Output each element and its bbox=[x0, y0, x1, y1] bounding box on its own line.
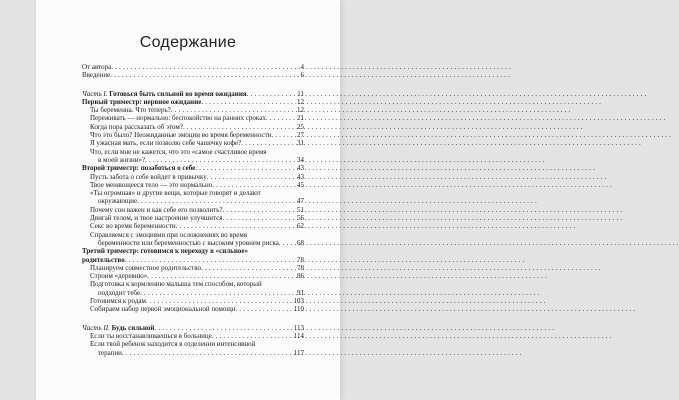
page-number: 51 bbox=[297, 205, 304, 214]
dot-leader bbox=[212, 332, 293, 340]
toc-entry-title: беременности или беременностью с высоким уровнем риска bbox=[98, 238, 279, 247]
page-number: 45 bbox=[297, 180, 304, 189]
page-number: 110 bbox=[293, 305, 304, 314]
dot-leader bbox=[147, 272, 296, 280]
toc-entry bbox=[82, 297, 304, 305]
toc-section-heading bbox=[82, 63, 304, 71]
page-number: 25 bbox=[297, 122, 304, 131]
part-heading-text bbox=[82, 324, 154, 332]
dot-leader bbox=[201, 98, 296, 106]
toc-entry-title: Двигай телом, и твое настроение улучшится bbox=[90, 214, 223, 223]
dot-leader bbox=[122, 349, 293, 357]
table-of-contents bbox=[82, 63, 304, 357]
toc-entry-title: Твое меняющееся тело — это нормально bbox=[90, 180, 213, 189]
toc-entry bbox=[82, 206, 304, 214]
dot-leader bbox=[146, 297, 293, 305]
toc-entry-title: Секс во время беременности bbox=[90, 222, 176, 231]
toc-entry bbox=[82, 239, 304, 247]
toc-entry-title: родительство bbox=[82, 255, 125, 264]
page-number: 91 bbox=[297, 288, 304, 297]
page-number: 43 bbox=[297, 164, 304, 173]
page-number: 21 bbox=[297, 114, 304, 123]
page-number: 6 bbox=[300, 71, 304, 80]
toc-entry-title: Строим «деревню» bbox=[90, 272, 148, 281]
toc-entry bbox=[82, 189, 304, 197]
page-number: 78 bbox=[297, 255, 304, 264]
toc-entry-title: Переживать — нормально: беспокойство на ранних сроках bbox=[90, 114, 266, 123]
toc-entry bbox=[82, 272, 304, 280]
page-number: 27 bbox=[297, 131, 304, 140]
dot-leader bbox=[201, 264, 296, 272]
toc-entry-title: Первый триместр: нервное ожидание bbox=[82, 97, 202, 106]
toc-entry-title: Собираем набор первой эмоциональной помощи bbox=[90, 305, 236, 314]
toc-entry-title: Готовимся к родам bbox=[90, 297, 146, 306]
toc-entry-title: Справляемся с эмоциями при осложнениях во время bbox=[90, 230, 247, 239]
toc-entry-title: Третий триместр: готовимся к переходу в «сильное» bbox=[82, 247, 249, 256]
toc-entry-title: Что, если мне не кажется, что это «самое счастливое время bbox=[90, 147, 267, 156]
dot-leader bbox=[212, 181, 296, 189]
page-number: 43 bbox=[297, 172, 304, 181]
page-title: Содержание bbox=[139, 34, 237, 51]
dot-leader bbox=[271, 131, 296, 139]
dot-leader bbox=[183, 123, 296, 131]
toc-entry-title: Подготовка к кормлению малыша тем способом, который bbox=[90, 280, 262, 289]
toc-entry-title: Если твой ребенок находится в отделении интенсивной bbox=[90, 340, 256, 349]
part-title: Готовься быть сильной во время ожидания bbox=[107, 89, 247, 98]
toc-entry bbox=[82, 214, 304, 222]
part-label: Часть II. bbox=[82, 323, 110, 332]
dot-leader bbox=[266, 114, 296, 122]
toc-entry bbox=[82, 148, 304, 156]
dot-leader bbox=[236, 305, 293, 313]
toc-entry-title: подходит тебе bbox=[98, 288, 140, 297]
page-number: 103 bbox=[293, 297, 304, 306]
page-number: 12 bbox=[297, 106, 304, 115]
page-number: 31 bbox=[297, 139, 304, 148]
page-number: 56 bbox=[297, 214, 304, 223]
dot-leader bbox=[241, 139, 296, 147]
dot-leader bbox=[207, 173, 296, 181]
toc-entry-title: Когда пора рассказать об этом? bbox=[90, 122, 183, 131]
dot-leader bbox=[137, 197, 296, 205]
toc-entry bbox=[82, 131, 304, 139]
toc-entry bbox=[82, 173, 304, 181]
page-number: 11 bbox=[297, 89, 304, 98]
page-number: 78 bbox=[297, 263, 304, 272]
toc-spacer bbox=[82, 80, 304, 90]
toc-spacer bbox=[82, 314, 304, 324]
dot-leader bbox=[279, 239, 296, 247]
dot-leader bbox=[140, 289, 296, 297]
dot-leader bbox=[145, 156, 296, 164]
dot-leader bbox=[110, 71, 299, 79]
page-number: 12 bbox=[297, 97, 304, 106]
dot-leader bbox=[247, 90, 297, 98]
toc-section-heading bbox=[82, 71, 304, 79]
toc-entry-title: Ты беременна. Что теперь? bbox=[90, 106, 171, 115]
toc-entry-title: Что это было? Неожиданные эмоции во время беременности bbox=[90, 131, 272, 140]
toc-entry-title: Пусть забота о себе войдет в привычку bbox=[90, 172, 207, 181]
toc-entry bbox=[82, 156, 304, 164]
toc-section-heading bbox=[82, 256, 304, 264]
dot-leader bbox=[222, 214, 296, 222]
dot-leader bbox=[176, 222, 296, 230]
toc-entry-title: Второй триместр: позаботься о себе bbox=[82, 164, 196, 173]
toc-entry bbox=[82, 139, 304, 147]
page-number: 86 bbox=[297, 272, 304, 281]
toc-section-heading bbox=[82, 98, 304, 106]
dot-leader bbox=[222, 206, 296, 214]
dot-leader bbox=[154, 324, 292, 332]
toc-entry bbox=[82, 264, 304, 272]
toc-section-heading bbox=[82, 164, 304, 172]
part-title: Будь сильной bbox=[109, 323, 155, 332]
toc-entry bbox=[82, 181, 304, 189]
dot-leader bbox=[195, 164, 296, 172]
toc-part-heading bbox=[82, 90, 304, 98]
toc-entry bbox=[82, 123, 304, 131]
toc-entry bbox=[82, 340, 304, 348]
toc-entry bbox=[82, 332, 304, 340]
dot-leader bbox=[171, 106, 296, 114]
toc-entry bbox=[82, 305, 304, 313]
page-number: 113 bbox=[293, 323, 304, 332]
toc-entry-title: Почему сон важен и как себе его позволить? bbox=[90, 205, 223, 214]
toc-entry bbox=[82, 231, 304, 239]
toc-entry-title: Планируем совместное родительство bbox=[90, 263, 201, 272]
toc-part-heading bbox=[82, 324, 304, 332]
page-number: 114 bbox=[293, 331, 304, 340]
book-page bbox=[36, 0, 340, 400]
toc-entry bbox=[82, 349, 304, 357]
toc-entry-title: «Ты огромная» и другие вещи, которые говорят и делают bbox=[90, 189, 261, 198]
toc-entry bbox=[82, 289, 304, 297]
toc-entry-title: в моей жизни»? bbox=[98, 155, 146, 164]
toc-entry bbox=[82, 106, 304, 114]
page-number: 4 bbox=[300, 63, 304, 71]
toc-section-heading bbox=[82, 247, 304, 255]
dot-leader bbox=[125, 256, 296, 264]
part-heading-text bbox=[82, 90, 247, 98]
toc-entry-title: Я ужасная мать, если позволю себе чашечку кофе? bbox=[90, 139, 242, 148]
dot-leader bbox=[111, 63, 299, 71]
page-number: 47 bbox=[297, 197, 304, 206]
toc-entry-title: От автора bbox=[82, 63, 112, 71]
toc-entry bbox=[82, 197, 304, 205]
toc-entry bbox=[82, 222, 304, 230]
toc-entry bbox=[82, 280, 304, 288]
toc-entry bbox=[82, 114, 304, 122]
page-number: 62 bbox=[297, 222, 304, 231]
page-number: 34 bbox=[297, 155, 304, 164]
page-number: 68 bbox=[297, 238, 304, 247]
toc-entry-title: окружающие bbox=[98, 197, 138, 206]
part-label: Часть I. bbox=[82, 89, 108, 98]
toc-entry-title: Введение bbox=[82, 71, 111, 80]
toc-entry-title: терапии bbox=[98, 348, 122, 357]
toc-entry-title: Если ты восстанавливаешься в больнице bbox=[90, 331, 212, 340]
page-number: 117 bbox=[293, 348, 304, 357]
